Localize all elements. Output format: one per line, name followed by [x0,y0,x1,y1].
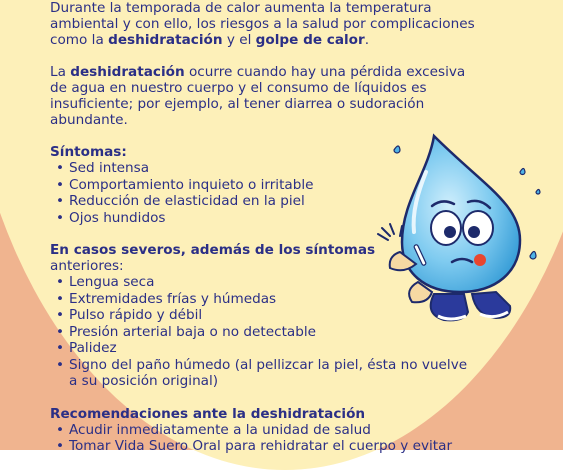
intro-line-3-post: . [364,32,370,48]
def-line-1-post: ocurre cuando hay una pérdida excesiva [184,64,466,80]
def-bold-deshidratacion: deshidratación [70,64,185,80]
list-item: • Comportamiento inquieto o irritable [50,177,530,194]
recomendaciones-heading: Recomendaciones ante la deshidratación [50,405,366,422]
list-item: • Lengua seca [50,274,530,291]
intro-line-3-pre: como la [50,32,109,48]
sintomas-heading: Síntomas: [50,144,127,160]
intro-bold-deshidratacion: deshidratación [108,32,223,48]
list-item: • Extremidades frías y húmedas [50,291,530,308]
list-item: • Pulso rápido y débil [50,307,530,324]
severos-subtitle: anteriores: [50,258,124,274]
list-item: • Sed intensa [50,160,530,177]
intro-line-1: Durante la temporada de calor aumenta la temperatura [50,0,432,16]
list-item: • Presión arterial baja o no detectable [50,324,530,341]
def-line-3: insuficiente; por ejemplo, al tener diarrea o sudoración [50,96,425,112]
def-line-1-pre: La [50,64,71,80]
list-item: • Acudir inmediatamente a la unidad de salud [50,422,530,439]
def-line-2: de agua en nuestro cuerpo y el consumo de líquidos es [50,80,427,96]
intro-paragraph [50,0,530,48]
intro-bold-golpe-de-calor: golpe de calor [255,32,365,48]
water-drop-mascot-icon [372,132,552,332]
list-item: • Tomar Vida Suero Oral para rehidratar el cuerpo y evitar [50,438,530,455]
list-item: • Palidez [50,340,530,357]
signo-line-1: Signo del paño húmedo (al pellizcar la piel, ésta no vuelve [69,356,468,373]
list-item: • Ojos hundidos [50,210,530,227]
intro-line-2: ambiental y con ello, los riesgos a la salud por complicaciones [50,16,475,32]
severos-heading: En casos severos, además de los síntomas [50,242,376,258]
list-item: • Reducción de elasticidad en la piel [50,193,530,210]
intro-line-3-mid: y el [222,32,256,48]
def-line-4: abundante. [50,112,128,128]
definition-paragraph [50,64,530,128]
list-item-signo [50,357,530,390]
signo-line-2: a su posición original) [69,373,219,389]
